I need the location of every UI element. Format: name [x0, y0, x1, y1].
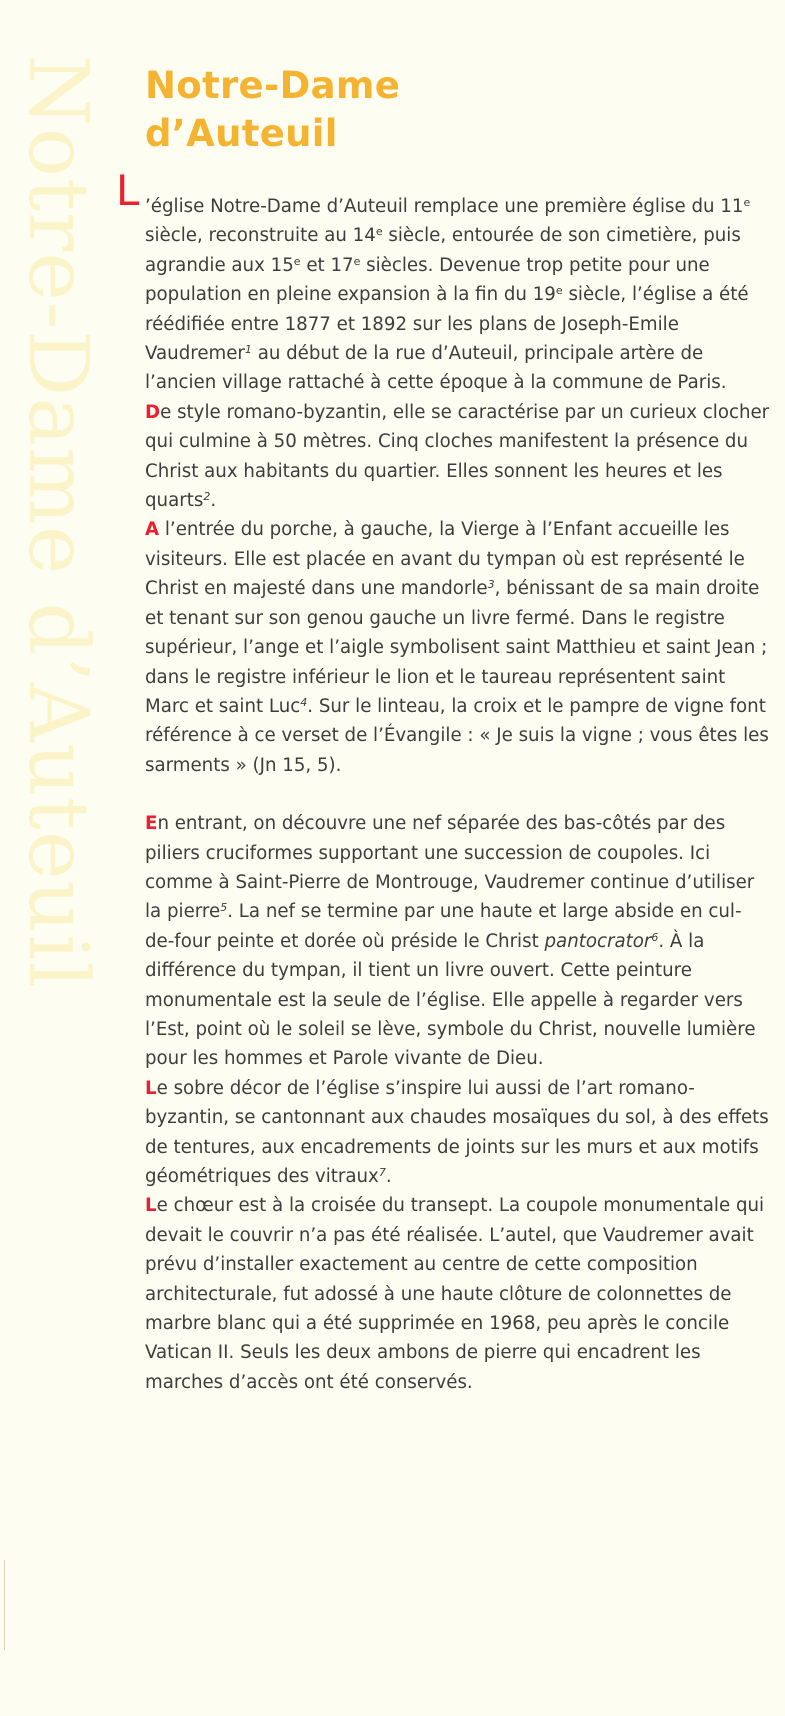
- text-run: , bénissant de sa main droite et tenant sur son genou gauche un livre fermé. Dans le registre supérieur, l’ange et l’aigle symbolisent saint Matthieu et saint Jean ; dans le registre inférieur le lion et le taureau représentent saint Marc et saint Luc: [145, 578, 768, 717]
- text-run: siècle, l’église a été réédifiée entre 1877 et 1892 sur les plans de Joseph-Emile Vaudremer: [145, 284, 749, 365]
- italic-term: pantocrator: [544, 930, 652, 952]
- lead-letter: A: [145, 519, 160, 541]
- text-run: et 17: [300, 254, 354, 276]
- footnote-ref[interactable]: 6: [651, 930, 659, 944]
- footnote-ref[interactable]: 5: [220, 901, 228, 915]
- lead-letter: L: [145, 1077, 157, 1099]
- paragraph-porch: [145, 515, 770, 780]
- text-run: siècle, reconstruite au 14: [145, 225, 376, 247]
- text-run: n entrant, on découvre une nef séparée des bas-côtés par des piliers cruciformes supportant une succession de coupoles. Ici comme à Saint-Pierre de Montrouge, Vaudremer continue d’utiliser la pierre: [145, 813, 755, 923]
- text-run: siècle, entourée de son cimetière, puis agrandie aux 15: [145, 225, 741, 276]
- page-title: [145, 62, 400, 158]
- text-run: e chœur est à la croisée du transept. La coupole monumentale qui devait le couvrir n’a pas été réalisée. L’autel, que Vaudremer avait prévu d’installer exactement au centre de cette composition architecturale, fut adossé à une haute clôture de colonnettes de marbre blanc qui a été supprimée en 1968, peu après le concile Vatican II. Seuls les deux ambons de pierre qui encadrent les marches d’accès ont été conservés.: [145, 1195, 765, 1393]
- text-run: siècles. Devenue trop petite pour une population en pleine expansion à la fin du 19: [145, 254, 710, 306]
- paragraph-decor: [145, 1074, 770, 1192]
- title-line-2: d’Auteuil: [145, 112, 338, 155]
- lead-letter: E: [145, 813, 158, 835]
- text-run: ’église Notre-Dame d’Auteuil remplace une première église du 11: [145, 196, 744, 217]
- title-line-1: Notre-Dame: [145, 64, 401, 107]
- text-run: . Sur le linteau, la croix et le pampre de vigne font référence à ce verset de l’Évangile : « Je suis la vigne ; vous êtes les sarments » (Jn 15, 5).: [145, 695, 769, 776]
- paragraph-style: [145, 398, 770, 516]
- paragraph-nave: [145, 809, 770, 1074]
- footnote-ref[interactable]: 7: [378, 1166, 386, 1179]
- text-run: e sobre décor de l’église s’inspire lui aussi de l’art romano-byzantin, se cantonnant aux chaudes mosaïques du sol, à des effets de tentures, aux encadrements de joints sur les murs et aux motifs géométriques des vitraux: [145, 1077, 769, 1187]
- paragraph-choir: [145, 1191, 770, 1397]
- superscript: e: [555, 284, 563, 298]
- text-run: e style romano-byzantin, elle se caractérise par un curieux clocher qui culmine à 50 mètres. Cinq cloches manifestent la présence du Christ aux habitants du quartier. Elles sonnent les heures et les quarts: [145, 401, 770, 512]
- article-body: [116, 166, 770, 1397]
- text-run: .: [210, 490, 217, 512]
- paragraph-history: [116, 166, 770, 398]
- lead-letter: L: [145, 1195, 157, 1217]
- paragraph-gap: [145, 780, 770, 809]
- drop-cap: L: [116, 166, 140, 215]
- superscript: e: [293, 254, 301, 268]
- footnote-ref[interactable]: 4: [300, 695, 308, 709]
- footnote-ref[interactable]: 2: [203, 490, 211, 504]
- text-run: . La nef se termine par une haute et large abside en cul-de-four peinte et dorée où préside le Christ: [145, 901, 742, 952]
- superscript: e: [353, 254, 361, 268]
- superscript: e: [375, 225, 383, 239]
- text-run: l’entrée du porche, à gauche, la Vierge à l’Enfant accueille les visiteurs. Elle est placée en avant du tympan où est représenté le Christ en majesté dans une mandorle: [145, 519, 745, 600]
- lead-letter: D: [145, 401, 161, 423]
- spine-watermark-title: Notre-Dame d’Auteuil: [10, 55, 105, 989]
- page-edge-mark: [4, 1560, 5, 1650]
- footnote-ref[interactable]: 3: [487, 578, 495, 592]
- text-run: .: [385, 1166, 392, 1187]
- footnote-ref[interactable]: 1: [244, 343, 252, 357]
- text-run: . À la différence du tympan, il tient un livre ouvert. Cette peinture monumentale est la seule de l’église. Elle appelle à regarder vers l’Est, point où le soleil se lève, symbole du Christ, nouvelle lumière pour les hommes et Parole vivante de Dieu.: [145, 930, 756, 1070]
- text-run: au début de la rue d’Auteuil, principale artère de l’ancien village rattaché à cette époque à la commune de Paris.: [145, 343, 727, 394]
- superscript: e: [743, 196, 751, 209]
